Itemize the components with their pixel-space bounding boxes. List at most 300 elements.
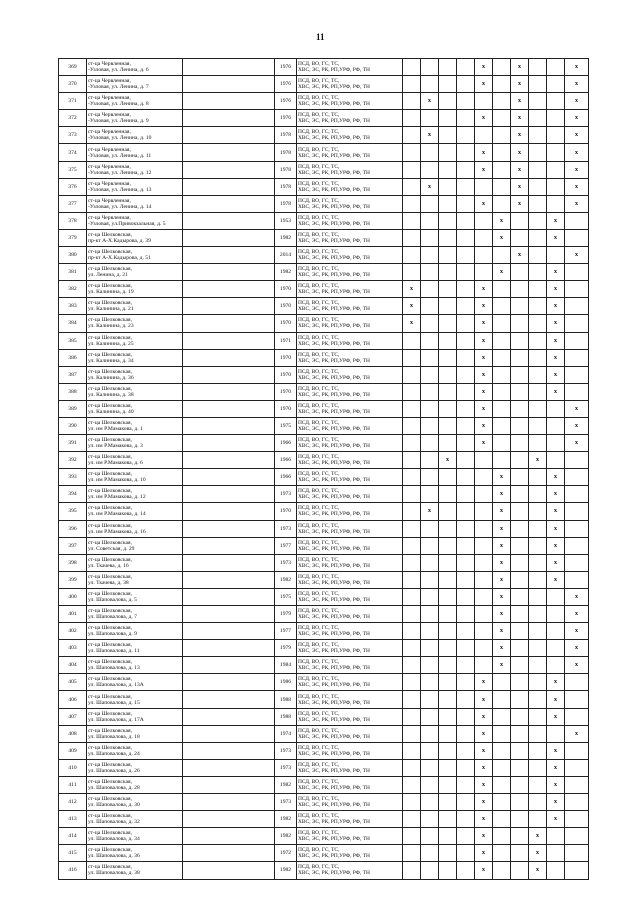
mark-cell bbox=[547, 862, 565, 879]
systems-line-2: ХВС, ЭС, РК, РП,УРФ, РФ, ТН bbox=[298, 870, 370, 877]
table-row bbox=[59, 520, 589, 537]
address-locality: ст-ца Шелковская, bbox=[88, 573, 132, 580]
systems-line-1: ПСД, ВО, ГС, ТС, bbox=[298, 539, 340, 546]
systems-cell bbox=[297, 349, 403, 366]
systems-line-1: ПСД, ВО, ГС, ТС, bbox=[298, 283, 340, 290]
mark-cell bbox=[511, 571, 529, 588]
mark-cell: x bbox=[529, 845, 547, 862]
mark-cell bbox=[403, 332, 421, 349]
mark-cell bbox=[457, 742, 475, 759]
empty-cell bbox=[183, 161, 275, 178]
year-cell: 1977 bbox=[275, 537, 297, 554]
systems-cell bbox=[297, 161, 403, 178]
mark-cell: x bbox=[493, 486, 511, 503]
mark-cell: x bbox=[475, 383, 493, 400]
row-number: 387 bbox=[59, 366, 87, 383]
mark-cell bbox=[439, 400, 457, 417]
mark-cell bbox=[403, 708, 421, 725]
table-row bbox=[59, 110, 589, 127]
address-locality: ст-ца Шелковская, bbox=[88, 317, 132, 324]
table-row bbox=[59, 435, 589, 452]
year-cell: 1974 bbox=[275, 725, 297, 742]
address-street: ул. Калинина, д. 36 bbox=[88, 374, 134, 381]
systems-line-2: ХВС, ЭС, РК, РП,УРФ, РФ, ТН bbox=[298, 767, 370, 774]
year-cell: 1982 bbox=[275, 862, 297, 879]
address-locality: ст-ца Шелковская, bbox=[88, 590, 132, 597]
mark-cell: x bbox=[547, 537, 565, 554]
systems-line-2: ХВС, ЭС, РК, РП,УРФ, РФ, ТН bbox=[298, 836, 370, 843]
address-street: ул. Шаповалова, д. 34 bbox=[88, 836, 140, 843]
mark-cell: x bbox=[547, 315, 565, 332]
systems-line-2: ХВС, ЭС, РК, РП,УРФ, РФ, ТН bbox=[298, 528, 370, 535]
address-cell bbox=[87, 828, 183, 845]
mark-cell bbox=[565, 503, 589, 520]
mark-cell bbox=[421, 383, 439, 400]
mark-cell bbox=[403, 110, 421, 127]
address-street: ул. им Р.Мамакова, д. 14 bbox=[88, 511, 146, 518]
mark-cell bbox=[511, 264, 529, 281]
systems-line-2: ХВС, ЭС, РК, РП,УРФ, РФ, ТН bbox=[298, 596, 370, 603]
systems-line-1: ПСД, ВО, ГС, ТС, bbox=[298, 368, 340, 375]
mark-cell bbox=[403, 349, 421, 366]
empty-cell bbox=[183, 417, 275, 434]
systems-cell bbox=[297, 383, 403, 400]
row-number: 390 bbox=[59, 417, 87, 434]
mark-cell bbox=[529, 606, 547, 623]
mark-cell bbox=[403, 366, 421, 383]
mark-cell bbox=[439, 708, 457, 725]
mark-cell bbox=[421, 776, 439, 793]
mark-cell bbox=[403, 845, 421, 862]
systems-line-2: ХВС, ЭС, РК, РП,УРФ, РФ, ТН bbox=[298, 579, 370, 586]
systems-line-2: ХВС, ЭС, РК, РП,УРФ, РФ, ТН bbox=[298, 408, 370, 415]
mark-cell bbox=[421, 76, 439, 93]
address-cell bbox=[87, 93, 183, 110]
mark-cell: x bbox=[475, 776, 493, 793]
mark-cell bbox=[529, 229, 547, 246]
mark-cell bbox=[421, 794, 439, 811]
mark-cell bbox=[457, 281, 475, 298]
mark-cell bbox=[403, 435, 421, 452]
systems-line-2: ХВС, ЭС, РК, РП,УРФ, РФ, ТН bbox=[298, 67, 370, 74]
systems-line-1: ПСД, ВО, ГС, ТС, bbox=[298, 556, 340, 563]
year-cell: 1988 bbox=[275, 708, 297, 725]
address-street: ул. Шаповалова, д. 15 bbox=[88, 699, 140, 706]
mark-cell: x bbox=[547, 212, 565, 229]
mark-cell bbox=[439, 759, 457, 776]
mark-cell bbox=[439, 161, 457, 178]
mark-cell bbox=[457, 606, 475, 623]
mark-cell bbox=[565, 571, 589, 588]
address-street: ул. Шаповалова, д. 18 bbox=[88, 733, 140, 740]
address-locality: ст-ца Шелковская, bbox=[88, 283, 132, 290]
address-cell bbox=[87, 708, 183, 725]
mark-cell bbox=[529, 315, 547, 332]
address-locality: ст-ца Шелковская, bbox=[88, 539, 132, 546]
table-row bbox=[59, 469, 589, 486]
row-number: 402 bbox=[59, 623, 87, 640]
mark-cell bbox=[529, 366, 547, 383]
address-cell bbox=[87, 674, 183, 691]
mark-cell bbox=[421, 657, 439, 674]
table-row bbox=[59, 161, 589, 178]
address-cell bbox=[87, 537, 183, 554]
mark-cell: x bbox=[565, 161, 589, 178]
mark-cell bbox=[493, 811, 511, 828]
address-locality: ст-ца Червленная, bbox=[88, 197, 131, 204]
systems-cell bbox=[297, 144, 403, 161]
systems-cell bbox=[297, 623, 403, 640]
empty-cell bbox=[183, 623, 275, 640]
mark-cell bbox=[547, 588, 565, 605]
table-row bbox=[59, 486, 589, 503]
mark-cell bbox=[439, 862, 457, 879]
mark-cell bbox=[421, 435, 439, 452]
systems-cell bbox=[297, 742, 403, 759]
systems-line-2: ХВС, ЭС, РК, РП,УРФ, РФ, ТН bbox=[298, 84, 370, 91]
mark-cell bbox=[529, 742, 547, 759]
systems-line-2: ХВС, ЭС, РК, РП,УРФ, РФ, ТН bbox=[298, 460, 370, 467]
mark-cell bbox=[403, 674, 421, 691]
row-number: 412 bbox=[59, 794, 87, 811]
mark-cell bbox=[457, 503, 475, 520]
mark-cell bbox=[511, 794, 529, 811]
empty-cell bbox=[183, 725, 275, 742]
year-cell: 1973 bbox=[275, 794, 297, 811]
empty-cell bbox=[183, 640, 275, 657]
empty-cell bbox=[183, 845, 275, 862]
mark-cell bbox=[511, 400, 529, 417]
empty-cell bbox=[183, 520, 275, 537]
systems-cell bbox=[297, 76, 403, 93]
mark-cell bbox=[565, 759, 589, 776]
mark-cell: x bbox=[565, 247, 589, 264]
systems-line-2: ХВС, ЭС, РК, РП,УРФ, РФ, ТН bbox=[298, 648, 370, 655]
table-row bbox=[59, 93, 589, 110]
mark-cell: x bbox=[493, 657, 511, 674]
mark-cell bbox=[439, 366, 457, 383]
table-row bbox=[59, 178, 589, 195]
address-street: -Узловая, ул. Ленина, д. 12 bbox=[88, 169, 152, 176]
address-cell bbox=[87, 691, 183, 708]
mark-cell: x bbox=[529, 452, 547, 469]
row-number: 385 bbox=[59, 332, 87, 349]
mark-cell: x bbox=[547, 742, 565, 759]
row-number: 408 bbox=[59, 725, 87, 742]
mark-cell bbox=[421, 247, 439, 264]
mark-cell bbox=[511, 349, 529, 366]
mark-cell bbox=[529, 776, 547, 793]
systems-cell bbox=[297, 862, 403, 879]
mark-cell bbox=[529, 708, 547, 725]
mark-cell bbox=[457, 332, 475, 349]
mark-cell bbox=[403, 811, 421, 828]
empty-cell bbox=[183, 537, 275, 554]
systems-cell bbox=[297, 110, 403, 127]
mark-cell bbox=[475, 93, 493, 110]
year-cell: 1966 bbox=[275, 452, 297, 469]
systems-line-1: ПСД, ВО, ГС, ТС, bbox=[298, 420, 340, 427]
mark-cell bbox=[529, 349, 547, 366]
mark-cell bbox=[511, 691, 529, 708]
address-cell bbox=[87, 811, 183, 828]
systems-cell bbox=[297, 59, 403, 76]
mark-cell bbox=[529, 93, 547, 110]
row-number: 394 bbox=[59, 486, 87, 503]
mark-cell bbox=[475, 520, 493, 537]
empty-cell bbox=[183, 264, 275, 281]
empty-cell bbox=[183, 794, 275, 811]
mark-cell: x bbox=[565, 127, 589, 144]
row-number: 370 bbox=[59, 76, 87, 93]
address-locality: ст-ца Шелковская, bbox=[88, 556, 132, 563]
table-row bbox=[59, 383, 589, 400]
mark-cell: x bbox=[565, 110, 589, 127]
year-cell: 1970 bbox=[275, 503, 297, 520]
mark-cell bbox=[475, 623, 493, 640]
mark-cell: x bbox=[475, 281, 493, 298]
systems-line-2: ХВС, ЭС, РК, РП,УРФ, РФ, ТН bbox=[298, 665, 370, 672]
table-row bbox=[59, 195, 589, 212]
mark-cell bbox=[511, 298, 529, 315]
mark-cell bbox=[511, 742, 529, 759]
mark-cell bbox=[493, 776, 511, 793]
empty-cell bbox=[183, 349, 275, 366]
mark-cell bbox=[457, 195, 475, 212]
mark-cell: x bbox=[493, 469, 511, 486]
mark-cell bbox=[493, 366, 511, 383]
year-cell: 1976 bbox=[275, 93, 297, 110]
row-number: 374 bbox=[59, 144, 87, 161]
row-number: 411 bbox=[59, 776, 87, 793]
mark-cell bbox=[511, 623, 529, 640]
systems-line-1: ПСД, ВО, ГС, ТС, bbox=[298, 249, 340, 256]
row-number: 388 bbox=[59, 383, 87, 400]
mark-cell bbox=[475, 657, 493, 674]
systems-cell bbox=[297, 674, 403, 691]
year-cell: 1970 bbox=[275, 400, 297, 417]
mark-cell bbox=[457, 811, 475, 828]
systems-line-2: ХВС, ЭС, РК, РП,УРФ, РФ, ТН bbox=[298, 682, 370, 689]
systems-line-2: ХВС, ЭС, РК, РП,УРФ, РФ, ТН bbox=[298, 220, 370, 227]
mark-cell bbox=[565, 794, 589, 811]
mark-cell: x bbox=[547, 349, 565, 366]
table-row bbox=[59, 503, 589, 520]
mark-cell bbox=[457, 469, 475, 486]
address-locality: ст-ца Шелковская, bbox=[88, 420, 132, 427]
year-cell: 1979 bbox=[275, 606, 297, 623]
table-row bbox=[59, 212, 589, 229]
address-locality: ст-ца Шелковская, bbox=[88, 522, 132, 529]
systems-line-1: ПСД, ВО, ГС, ТС, bbox=[298, 163, 340, 170]
address-street: ул. Советская, д. 29 bbox=[88, 545, 135, 552]
address-cell bbox=[87, 298, 183, 315]
systems-line-1: ПСД, ВО, ГС, ТС, bbox=[298, 454, 340, 461]
row-number: 377 bbox=[59, 195, 87, 212]
address-street: ул. Шаповалова, д. 13А bbox=[88, 682, 144, 689]
mark-cell bbox=[493, 76, 511, 93]
mark-cell bbox=[403, 776, 421, 793]
mark-cell bbox=[403, 144, 421, 161]
empty-cell bbox=[183, 554, 275, 571]
mark-cell bbox=[529, 503, 547, 520]
mark-cell bbox=[439, 571, 457, 588]
address-cell bbox=[87, 520, 183, 537]
mark-cell bbox=[511, 657, 529, 674]
table-row bbox=[59, 742, 589, 759]
mark-cell bbox=[457, 383, 475, 400]
mark-cell bbox=[493, 315, 511, 332]
table-row bbox=[59, 776, 589, 793]
address-street: ул. Ткачева, д. 38 bbox=[88, 579, 129, 586]
mark-cell bbox=[547, 59, 565, 76]
mark-cell bbox=[529, 725, 547, 742]
mark-cell: x bbox=[565, 725, 589, 742]
systems-line-1: ПСД, ВО, ГС, ТС, bbox=[298, 573, 340, 580]
mark-cell bbox=[421, 400, 439, 417]
address-locality: ст-ца Шелковская, bbox=[88, 402, 132, 409]
year-cell: 1973 bbox=[275, 742, 297, 759]
mark-cell bbox=[565, 281, 589, 298]
mark-cell bbox=[529, 144, 547, 161]
empty-cell bbox=[183, 93, 275, 110]
mark-cell: x bbox=[475, 435, 493, 452]
mark-cell bbox=[457, 486, 475, 503]
row-number: 376 bbox=[59, 178, 87, 195]
year-cell: 1966 bbox=[275, 469, 297, 486]
year-cell: 1988 bbox=[275, 691, 297, 708]
mark-cell bbox=[493, 828, 511, 845]
mark-cell bbox=[421, 708, 439, 725]
year-cell: 1976 bbox=[275, 110, 297, 127]
mark-cell bbox=[565, 229, 589, 246]
mark-cell bbox=[457, 520, 475, 537]
mark-cell bbox=[565, 708, 589, 725]
mark-cell bbox=[421, 144, 439, 161]
mark-cell: x bbox=[511, 76, 529, 93]
mark-cell bbox=[565, 520, 589, 537]
address-cell bbox=[87, 281, 183, 298]
address-cell bbox=[87, 606, 183, 623]
mark-cell bbox=[475, 486, 493, 503]
mark-cell bbox=[529, 794, 547, 811]
mark-cell bbox=[457, 212, 475, 229]
table-row bbox=[59, 725, 589, 742]
mark-cell bbox=[403, 691, 421, 708]
address-street: ул. Ткачева, д. 16 bbox=[88, 562, 129, 569]
mark-cell: x bbox=[511, 110, 529, 127]
systems-line-2: ХВС, ЭС, РК, РП,УРФ, РФ, ТН bbox=[298, 186, 370, 193]
mark-cell bbox=[493, 59, 511, 76]
systems-cell bbox=[297, 366, 403, 383]
mark-cell bbox=[457, 691, 475, 708]
systems-cell bbox=[297, 435, 403, 452]
systems-line-1: ПСД, ВО, ГС, ТС, bbox=[298, 830, 340, 837]
mark-cell: x bbox=[547, 332, 565, 349]
table-row bbox=[59, 127, 589, 144]
empty-cell bbox=[183, 383, 275, 400]
systems-line-1: ПСД, ВО, ГС, ТС, bbox=[298, 180, 340, 187]
empty-cell bbox=[183, 759, 275, 776]
systems-cell bbox=[297, 657, 403, 674]
systems-line-1: ПСД, ВО, ГС, ТС, bbox=[298, 112, 340, 119]
mark-cell bbox=[403, 76, 421, 93]
empty-cell bbox=[183, 503, 275, 520]
mark-cell bbox=[457, 452, 475, 469]
mark-cell bbox=[421, 606, 439, 623]
mark-cell bbox=[457, 674, 475, 691]
address-locality: ст-ца Шелковская, bbox=[88, 266, 132, 273]
row-number: 410 bbox=[59, 759, 87, 776]
systems-line-2: ХВС, ЭС, РК, РП,УРФ, РФ, ТН bbox=[298, 289, 370, 296]
address-locality: ст-ца Шелковская, bbox=[88, 368, 132, 375]
mark-cell bbox=[565, 212, 589, 229]
row-number: 398 bbox=[59, 554, 87, 571]
mark-cell bbox=[439, 623, 457, 640]
mark-cell: x bbox=[547, 811, 565, 828]
mark-cell: x bbox=[475, 195, 493, 212]
year-cell: 2014 bbox=[275, 247, 297, 264]
systems-line-1: ПСД, ВО, ГС, ТС, bbox=[298, 78, 340, 85]
address-locality: ст-ца Шелковская, bbox=[88, 796, 132, 803]
mark-cell: x bbox=[403, 281, 421, 298]
address-locality: ст-ца Червленная, bbox=[88, 95, 131, 102]
mark-cell bbox=[475, 640, 493, 657]
systems-line-2: ХВС, ЭС, РК, РП,УРФ, РФ, ТН bbox=[298, 323, 370, 330]
mark-cell bbox=[421, 469, 439, 486]
systems-line-2: ХВС, ЭС, РК, РП,УРФ, РФ, ТН bbox=[298, 819, 370, 826]
address-street: ул. Шаповалова, д. 9 bbox=[88, 631, 137, 638]
mark-cell: x bbox=[493, 537, 511, 554]
address-street: ул. Шаповалова, д. 38 bbox=[88, 870, 140, 877]
table-row bbox=[59, 332, 589, 349]
year-cell: 1953 bbox=[275, 212, 297, 229]
mark-cell bbox=[457, 417, 475, 434]
systems-line-2: ХВС, ЭС, РК, РП,УРФ, РФ, ТН bbox=[298, 101, 370, 108]
mark-cell bbox=[565, 349, 589, 366]
mark-cell bbox=[511, 435, 529, 452]
systems-cell bbox=[297, 264, 403, 281]
mark-cell bbox=[565, 332, 589, 349]
mark-cell bbox=[511, 332, 529, 349]
address-cell bbox=[87, 229, 183, 246]
mark-cell bbox=[493, 725, 511, 742]
mark-cell bbox=[529, 59, 547, 76]
address-cell bbox=[87, 657, 183, 674]
year-cell: 1970 bbox=[275, 366, 297, 383]
systems-line-2: ХВС, ЭС, РК, РП,УРФ, РФ, ТН bbox=[298, 750, 370, 757]
empty-cell bbox=[183, 298, 275, 315]
empty-cell bbox=[183, 606, 275, 623]
empty-cell bbox=[183, 127, 275, 144]
systems-cell bbox=[297, 400, 403, 417]
address-cell bbox=[87, 400, 183, 417]
systems-line-2: ХВС, ЭС, РК, РП,УРФ, РФ, ТН bbox=[298, 443, 370, 450]
table-row bbox=[59, 794, 589, 811]
mark-cell bbox=[439, 332, 457, 349]
systems-line-2: ХВС, ЭС, РК, РП,УРФ, РФ, ТН bbox=[298, 169, 370, 176]
mark-cell bbox=[565, 383, 589, 400]
mark-cell bbox=[475, 264, 493, 281]
systems-line-1: ПСД, ВО, ГС, ТС, bbox=[298, 847, 340, 854]
mark-cell: x bbox=[565, 640, 589, 657]
mark-cell bbox=[529, 571, 547, 588]
mark-cell bbox=[511, 828, 529, 845]
year-cell: 1976 bbox=[275, 59, 297, 76]
mark-cell bbox=[457, 725, 475, 742]
row-number: 380 bbox=[59, 247, 87, 264]
mark-cell: x bbox=[493, 229, 511, 246]
